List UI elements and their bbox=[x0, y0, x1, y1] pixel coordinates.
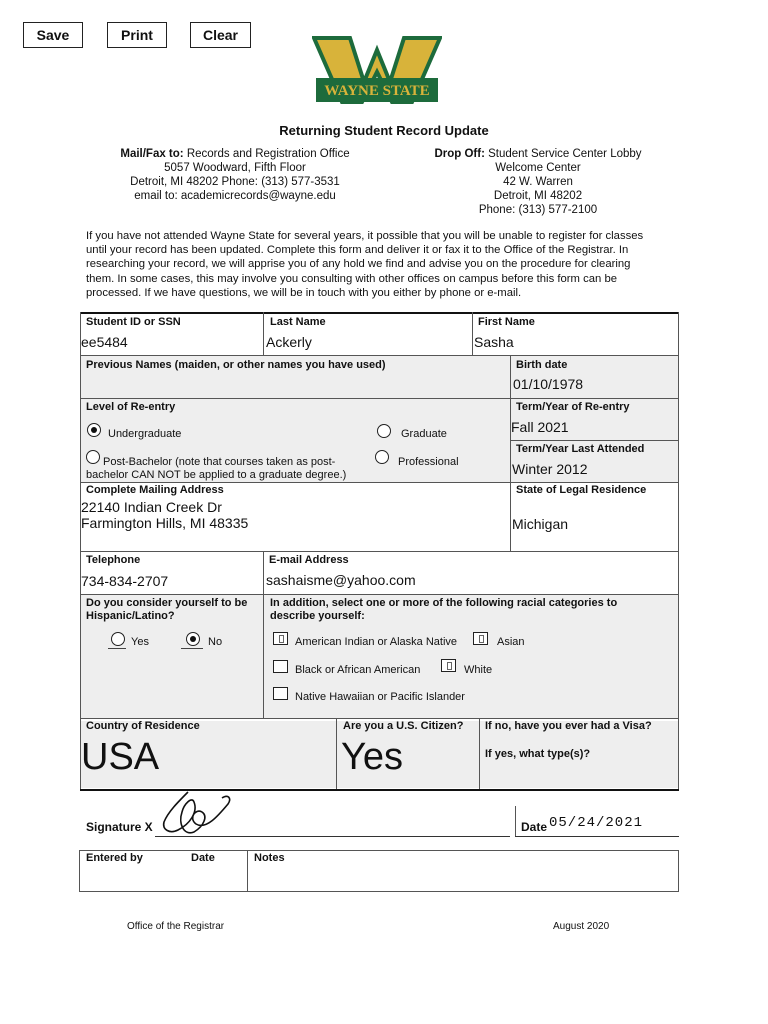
intro-line: If you have not attended Wayne State for several years, it possible that you will be unable to register for classes bbox=[86, 230, 644, 242]
residence-field[interactable]: Michigan bbox=[512, 516, 569, 532]
date-label: Date bbox=[521, 820, 548, 834]
visa-label: If no, have you ever had a Visa? bbox=[485, 720, 652, 732]
hawaiian-checkbox[interactable] bbox=[273, 687, 288, 700]
notes-label: Notes bbox=[254, 852, 285, 864]
logo-text: WAYNE STATE bbox=[324, 83, 430, 99]
drop-label: Drop Off: bbox=[434, 148, 485, 160]
term-last-field[interactable]: Winter 2012 bbox=[512, 461, 588, 477]
intro-line: researching your record, we will apprise you of any hold we find and advise you on the procedure for clearing bbox=[86, 258, 631, 271]
mail-label: Mail/Fax to: bbox=[120, 148, 184, 160]
telephone-field[interactable]: 734-834-2707 bbox=[81, 573, 169, 589]
post-bachelor-label-2: bachelor CAN NOT be applied to a graduate degree.) bbox=[86, 469, 347, 481]
race-question-line2: describe yourself: bbox=[270, 610, 365, 622]
intro-line: them. In some cases, this may involve you consulting with other offices on campus before this form can be bbox=[86, 272, 618, 285]
telephone-label: Telephone bbox=[86, 554, 141, 566]
term-reentry-label: Term/Year of Re-entry bbox=[516, 401, 630, 413]
birth-date-field[interactable]: 01/10/1978 bbox=[513, 376, 584, 392]
address-field[interactable] bbox=[81, 499, 248, 531]
professional-radio[interactable] bbox=[375, 450, 389, 464]
hispanic-question bbox=[86, 597, 247, 623]
office-use-box bbox=[79, 850, 679, 892]
asian-checkbox[interactable] bbox=[473, 632, 488, 645]
first-name-label: First Name bbox=[478, 316, 535, 328]
last-name-field[interactable]: Ackerly bbox=[266, 334, 312, 350]
footer-date: August 2020 bbox=[553, 921, 610, 932]
intro-paragraph bbox=[86, 229, 686, 300]
mail-line2: 5057 Woodward, Fifth Floor bbox=[164, 162, 306, 174]
wayne-state-logo bbox=[312, 36, 442, 116]
drop-line5: Phone: (313) 577-2100 bbox=[478, 204, 598, 216]
previous-names-field[interactable] bbox=[86, 376, 496, 394]
mail-line4: email to: academicrecords@wayne.edu bbox=[134, 190, 336, 202]
mail-line3: Detroit, MI 48202 Phone: (313) 577-3531 bbox=[130, 176, 340, 188]
drop-line3: 42 W. Warren bbox=[503, 176, 573, 188]
save-button[interactable]: Save bbox=[23, 22, 83, 48]
hispanic-no-label: No bbox=[208, 636, 223, 648]
country-label: Country of Residence bbox=[86, 720, 200, 732]
undergraduate-radio[interactable] bbox=[87, 423, 101, 437]
term-last-label: Term/Year Last Attended bbox=[516, 443, 645, 455]
signature-mark[interactable] bbox=[158, 786, 238, 846]
student-id-field[interactable]: ee5484 bbox=[81, 334, 128, 350]
residence-label: State of Legal Residence bbox=[516, 484, 647, 496]
visa-type-label: If yes, what type(s)? bbox=[485, 748, 591, 760]
student-id-label: Student ID or SSN bbox=[86, 316, 181, 328]
term-reentry-field[interactable]: Fall 2021 bbox=[511, 419, 569, 435]
race-question bbox=[270, 597, 617, 623]
mail-block bbox=[90, 147, 380, 203]
citizen-label: Are you a U.S. Citizen? bbox=[343, 720, 464, 732]
undergraduate-label: Undergraduate bbox=[108, 428, 182, 440]
signature-label: Signature X bbox=[86, 820, 153, 834]
intro-line: until your record has been updated. Complete this form and deliver it or fax it to the Office of the Registrar. In bbox=[86, 244, 629, 257]
white-checkbox[interactable] bbox=[441, 659, 456, 672]
white-label: White bbox=[464, 664, 493, 676]
american-indian-label: American Indian or Alaska Native bbox=[295, 636, 458, 648]
hispanic-yes-radio[interactable] bbox=[111, 632, 125, 646]
hispanic-question-line1: Do you consider yourself to be bbox=[86, 597, 248, 609]
last-name-label: Last Name bbox=[270, 316, 326, 328]
hawaiian-label: Native Hawaiian or Pacific Islander bbox=[295, 691, 465, 703]
entered-date-label: Date bbox=[191, 852, 215, 864]
clear-button[interactable]: Clear bbox=[190, 22, 251, 48]
level-label: Level of Re-entry bbox=[86, 401, 176, 413]
country-field[interactable]: USA bbox=[81, 736, 160, 778]
email-field[interactable]: sashaisme@yahoo.com bbox=[266, 572, 416, 588]
mail-line1: Records and Registration Office bbox=[186, 148, 350, 160]
address-line1: 22140 Indian Creek Dr bbox=[81, 499, 222, 515]
hispanic-no-radio[interactable] bbox=[186, 632, 200, 646]
footer-office: Office of the Registrar bbox=[127, 921, 225, 932]
print-button[interactable]: Print bbox=[107, 22, 167, 48]
graduate-label: Graduate bbox=[401, 428, 447, 440]
signature-date-field[interactable]: 05/24/2021 bbox=[549, 815, 644, 831]
entered-by-label: Entered by bbox=[86, 852, 143, 864]
address-label: Complete Mailing Address bbox=[86, 484, 224, 496]
previous-names-label: Previous Names (maiden, or other names you have used) bbox=[86, 359, 386, 371]
post-bachelor-radio[interactable] bbox=[86, 450, 100, 464]
address-line2: Farmington Hills, MI 48335 bbox=[81, 515, 249, 531]
professional-label: Professional bbox=[398, 456, 459, 468]
form-title: Returning Student Record Update bbox=[279, 123, 489, 138]
hispanic-question-line2: Hispanic/Latino? bbox=[86, 610, 175, 622]
birth-date-label: Birth date bbox=[516, 359, 568, 371]
hispanic-yes-label: Yes bbox=[131, 636, 149, 648]
dropoff-block bbox=[418, 147, 658, 217]
intro-line: processed. If we have questions, we will be in touch with you either by phone or e-mail. bbox=[86, 286, 522, 299]
first-name-field[interactable]: Sasha bbox=[474, 334, 514, 350]
black-label: Black or African American bbox=[295, 664, 421, 676]
drop-line4: Detroit, MI 48202 bbox=[493, 190, 583, 202]
black-checkbox[interactable] bbox=[273, 660, 288, 673]
post-bachelor-label-1: Post-Bachelor (note that courses taken as post- bbox=[103, 456, 336, 468]
citizen-field[interactable]: Yes bbox=[341, 736, 403, 778]
graduate-radio[interactable] bbox=[377, 424, 391, 438]
email-label: E-mail Address bbox=[269, 554, 349, 566]
drop-line1: Student Service Center Lobby bbox=[488, 148, 642, 160]
drop-line2: Welcome Center bbox=[495, 162, 581, 174]
race-question-line1: In addition, select one or more of the following racial categories to bbox=[270, 597, 618, 609]
asian-label: Asian bbox=[497, 636, 525, 648]
american-indian-checkbox[interactable] bbox=[273, 632, 288, 645]
